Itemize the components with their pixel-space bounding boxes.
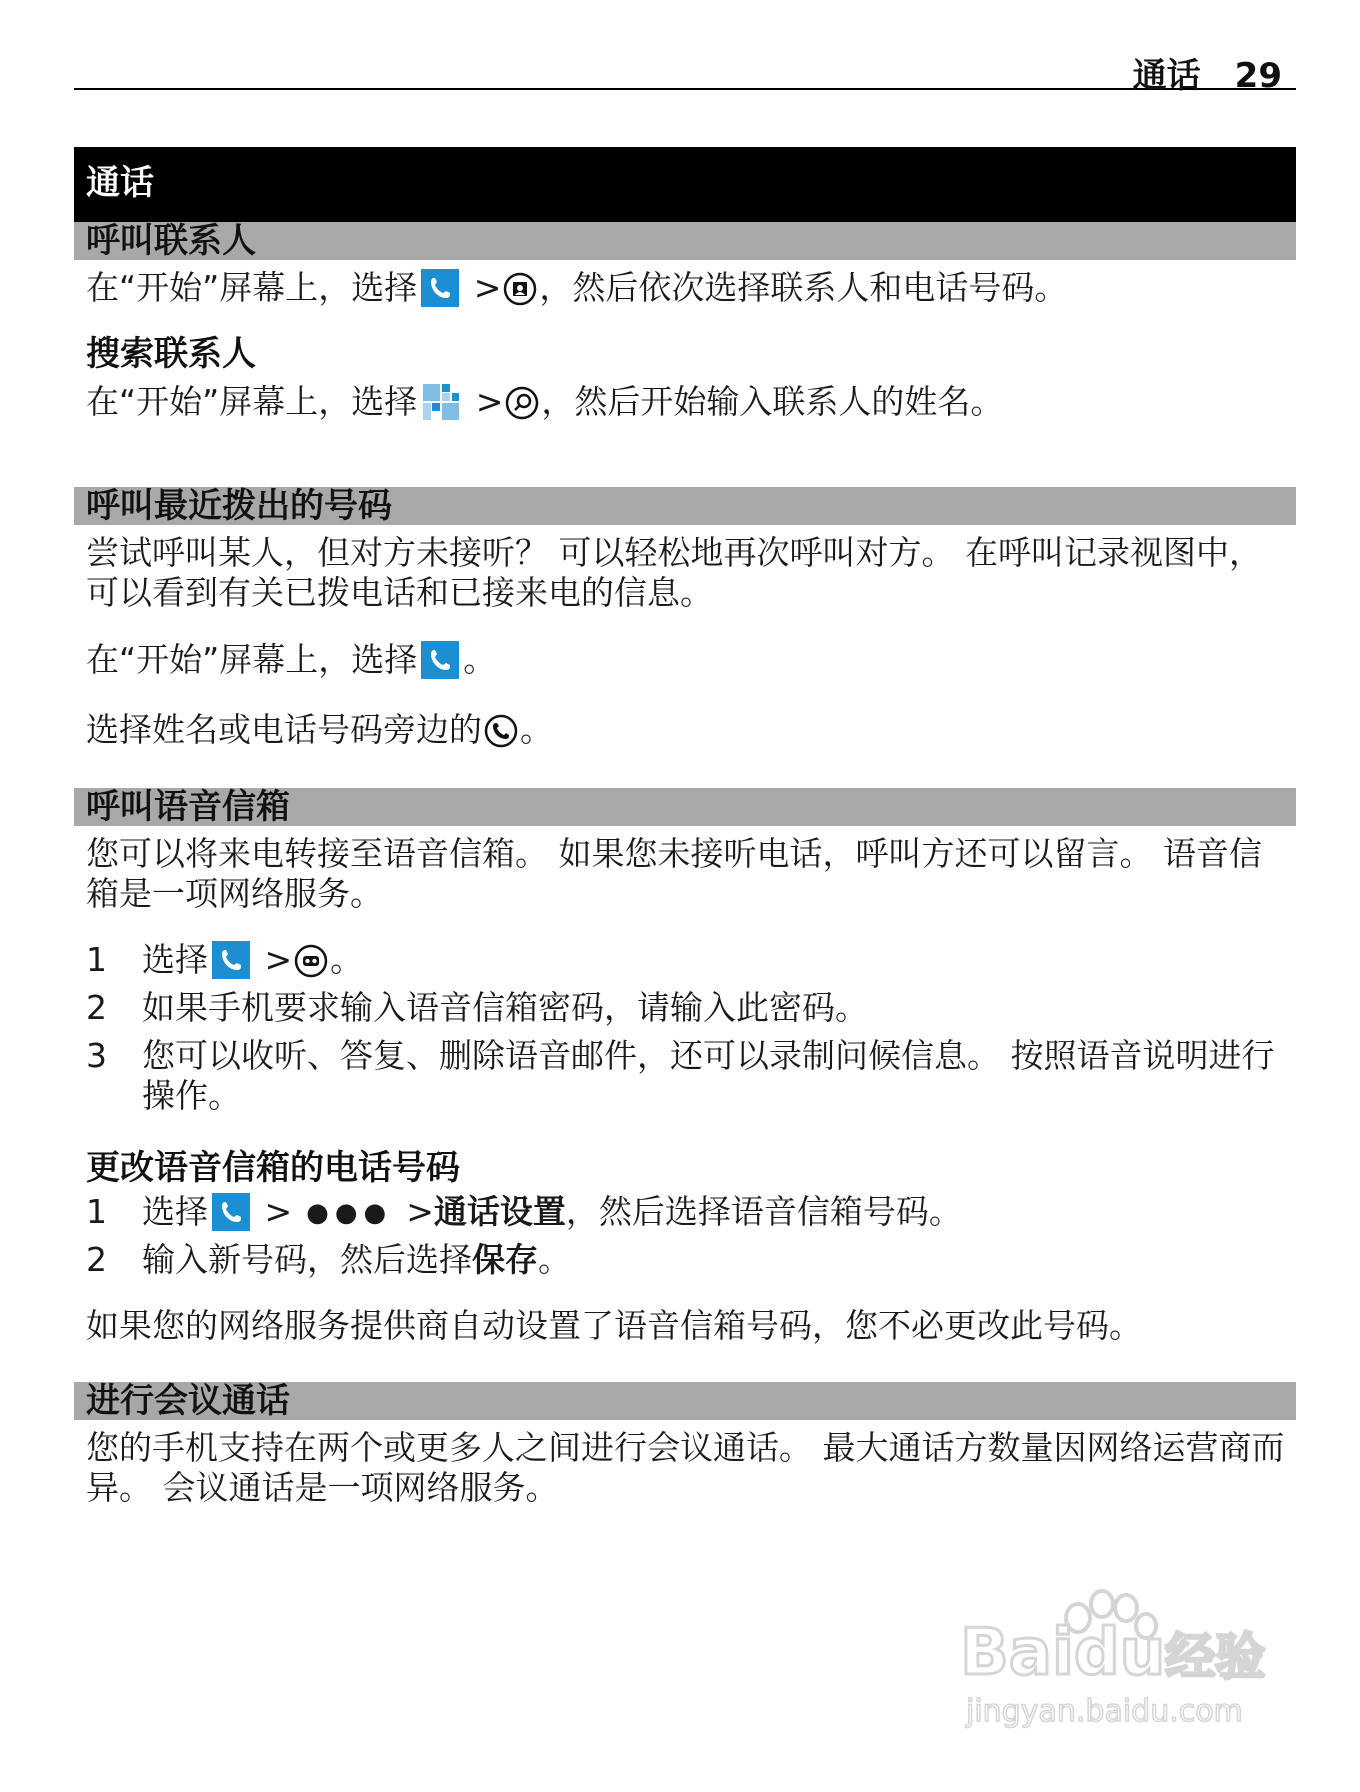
text: 在“开始”屏幕上，选择	[86, 268, 418, 307]
step-content: 您可以收听、答复、删除语音邮件，还可以录制问候信息。 按照语音说明进行操作。	[142, 1036, 1275, 1115]
text: ，然后依次选择联系人和电话号码。	[539, 268, 1068, 307]
step-number: 2	[86, 988, 107, 1027]
text: 在“开始”屏幕上，选择	[86, 640, 418, 679]
paragraph-voicemail-intro: 您可以将来电转接至语音信箱。 如果您未接听电话，呼叫方还可以留言。 语音信箱是一项网络服务。	[86, 834, 1262, 913]
search-icon	[505, 386, 539, 420]
arrow-text: >	[406, 1192, 434, 1231]
call-circle-icon	[484, 714, 518, 748]
paragraph-redial-select	[86, 710, 1286, 750]
text: 。	[520, 710, 553, 749]
subheading-change-voicemail-number: 更改语音信箱的电话号码	[86, 1148, 460, 1188]
header-title: 通话	[1132, 56, 1201, 96]
brand-text: Bai	[960, 1616, 1074, 1690]
running-header	[1133, 48, 1282, 97]
paragraph-conference-call: 您的手机支持在两个或更多人之间进行会议通话。 最大通话方数量因网络运营商而异。 会议通话是一项网络服务。	[86, 1428, 1285, 1507]
people-tiles-icon	[421, 382, 461, 422]
text: ，然后选择语音信箱号码。	[565, 1192, 962, 1231]
arrow-text: >	[475, 382, 504, 421]
section-heading-call-contact: 呼叫联系人	[74, 222, 1296, 260]
text: 输入新号码，然后选择	[142, 1240, 472, 1279]
text: ，然后开始输入联系人的姓名。	[541, 382, 1004, 421]
phone-tile-icon	[421, 269, 459, 307]
baidu-watermark	[960, 1574, 1280, 1734]
arrow-text: >	[264, 1192, 293, 1231]
watermark-url: jingyan.baidu.com	[966, 1694, 1243, 1729]
arrow-text: >	[264, 940, 293, 979]
phone-tile-icon	[421, 641, 459, 679]
text: 。	[330, 940, 364, 979]
section-heading-conference-call: 进行会议通话	[74, 1382, 1296, 1420]
step-number: 1	[86, 940, 107, 979]
step-number: 3	[86, 1036, 107, 1075]
phone-tile-icon	[212, 941, 250, 979]
page-number: 29	[1234, 56, 1282, 96]
text: 选择姓名或电话号码旁边的	[86, 710, 482, 749]
paragraph-voicemail-note: 如果您的网络服务提供商自动设置了语音信箱号码，您不必更改此号码。	[86, 1306, 1142, 1345]
text: 选择	[142, 1192, 208, 1231]
step-number: 2	[86, 1240, 107, 1279]
paragraph-redial-step	[86, 640, 1286, 680]
text: 。	[538, 1240, 571, 1279]
phone-tile-icon	[212, 1193, 250, 1231]
step-content	[142, 1192, 1282, 1233]
step-content: 如果手机要求输入语音信箱密码，请输入此密码。	[142, 988, 868, 1027]
subheading-search-contact: 搜索联系人	[86, 334, 256, 374]
call-settings-label: 通话设置	[433, 1192, 566, 1231]
page-header	[74, 44, 1296, 96]
step-content	[142, 1240, 1282, 1280]
contacts-circle-icon	[503, 272, 537, 306]
step-number: 1	[86, 1192, 107, 1231]
save-label: 保存	[472, 1240, 538, 1279]
text: 。	[463, 640, 497, 679]
chapter-title: 通话	[74, 147, 1296, 222]
brand-text-du: du	[1073, 1616, 1166, 1690]
text: 选择	[142, 940, 208, 979]
voicemail-icon	[294, 944, 328, 978]
section-heading-redial: 呼叫最近拨出的号码	[74, 487, 1296, 525]
brand-text-cn: 经验	[1165, 1628, 1266, 1686]
paragraph-search-contact	[86, 382, 1286, 422]
text: 在“开始”屏幕上，选择	[86, 382, 418, 421]
paragraph-redial-intro: 尝试呼叫某人，但对方未接听？ 可以轻松地再次呼叫对方。 在呼叫记录视图中，可以看到有关已拨电话和已接来电的信息。	[86, 533, 1262, 612]
section-heading-voicemail: 呼叫语音信箱	[74, 788, 1296, 826]
watermark-brand	[960, 1616, 1265, 1690]
step-content	[142, 940, 1282, 980]
more-dots-icon: ●●●	[306, 1198, 393, 1228]
paragraph-call-contact	[86, 268, 1286, 308]
arrow-text: >	[473, 268, 502, 307]
